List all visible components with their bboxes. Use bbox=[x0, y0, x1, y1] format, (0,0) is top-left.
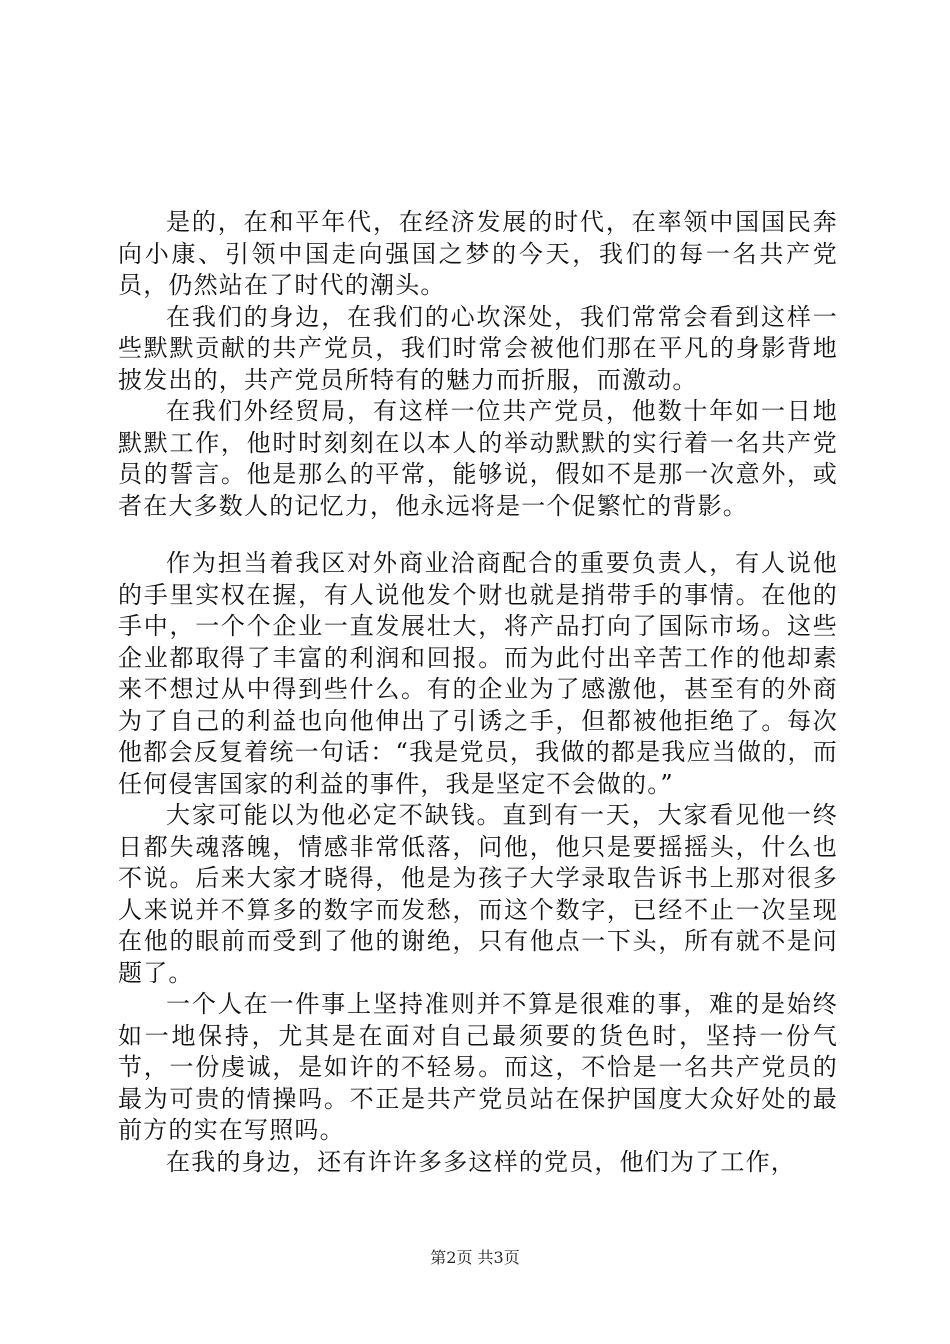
page-number-footer: 第2页 共3页 bbox=[430, 1248, 520, 1267]
paragraph-5: 大家可能以为他必定不缺钱。直到有一天，大家看见他一终日都失魂落魄，情感非常低落，问他，他只是要摇摇头，什么也不说。后来大家才晓得，他是为孩子大学录取告诉书上那对很多人来说并不算多的数字而发愁，而这个数字，已经不止一次呈现在他的眼前而受到了他的谢绝，只有他点一下头，所有就不是问题了。 bbox=[118, 801, 838, 987]
paragraph-7: 在我的身边，还有许许多多这样的党员，他们为了工作， bbox=[166, 1147, 796, 1176]
paragraph-6: 一个人在一件事上坚持准则并不算是很难的事，难的是始终如一地保持，尤其是在面对自己最须要的货色时，坚持一份气节，一份虔诚，是如许的不轻易。而这，不恰是一名共产党员的最为可贵的情操吗。不正是共产党员站在保护国度大众好处的最前方的实在写照吗。 bbox=[118, 990, 838, 1144]
paragraph-1: 是的，在和平年代，在经济发展的时代，在率领中国国民奔向小康、引领中国走向强国之梦的今天，我们的每一名共产党员，仍然站在了时代的潮头。 bbox=[118, 208, 838, 299]
paragraph-2: 在我们的身边，在我们的心坎深处，我们常常会看到这样一些默默贡献的共产党员，我们时常会被他们那在平凡的身影背地披发出的，共产党员所特有的魅力而折服，而激动。 bbox=[118, 302, 838, 394]
paragraph-4: 作为担当着我区对外商业洽商配合的重要负责人，有人说他的手里实权在握，有人说他发个财也就是捎带手的事情。在他的手中，一个个企业一直发展壮大，将产品打向了国际市场。这些企业都取得了丰富的利润和回报。而为此付出辛苦工作的他却素来不想过从中得到些什么。有的企业为了感激他，甚至有的外商为了自己的利益也向他伸出了引诱之手，但都被他拒绝了。每次他都会反复着统一句话：“我是党员，我做的都是我应当做的，而任何侵害国家的利益的事件，我是坚定不会做的。” bbox=[118, 549, 838, 798]
paragraph-3: 在我们外经贸局，有这样一位共产党员，他数十年如一日地默默工作，他时时刻刻在以本人的举动默默的实行着一名共产党员的誓言。他是那么的平常，能够说，假如不是那一次意外，或者在大多数人的记忆力，他永远将是一个促繁忙的背影。 bbox=[118, 397, 838, 520]
document-body bbox=[118, 207, 838, 1178]
